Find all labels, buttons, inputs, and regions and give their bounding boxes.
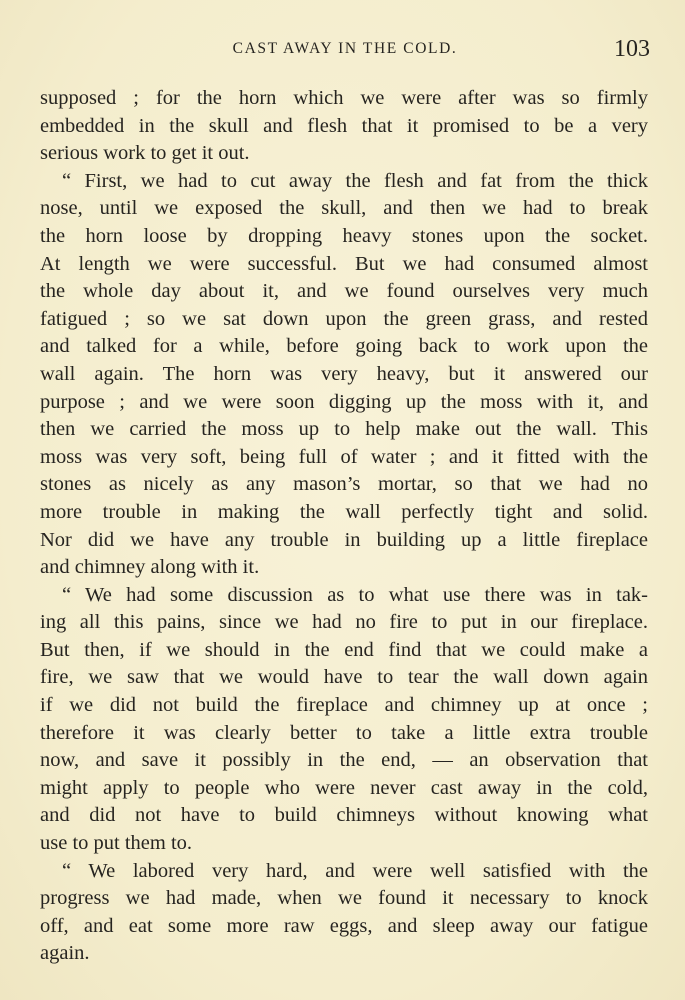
text-line: and chimney along with it. <box>40 556 260 579</box>
text-line: supposed ; for the horn which we were after was so firmly <box>40 87 648 109</box>
text-line: off, and eat some more raw eggs, and sleep away our fatigue <box>40 914 648 937</box>
text-line: Nor did we have any trouble in building up a little fireplace <box>40 528 648 551</box>
text-line: now, and save it possibly in the end, — an observation that <box>40 749 648 772</box>
text-line: purpose ; and we were soon digging up the moss with it, and <box>40 390 648 413</box>
text-line: progress we had made, when we found it necessary to knock <box>40 887 648 910</box>
text-line: fire, we saw that we would have to tear the wall down again <box>40 666 648 689</box>
text-line: “ We had some discussion as to what use there was in tak- <box>62 583 648 606</box>
text-line: and did not have to build chimneys without knowing what <box>40 804 648 827</box>
running-title: CAST AWAY IN THE COLD. <box>232 40 458 57</box>
text-line: use to put them to. <box>40 832 193 855</box>
text-line: might apply to people who were never cast away in the cold, <box>40 776 648 799</box>
text-line: “ First, we had to cut away the flesh and fat from the thick <box>62 169 648 192</box>
text-line: fatigued ; so we sat down upon the green grass, and rested <box>40 307 648 330</box>
text-line: more trouble in making the wall perfectly tight and solid. <box>40 500 648 523</box>
text-line: the horn loose by dropping heavy stones upon the socket. <box>40 224 648 247</box>
page-number: 103 <box>614 36 650 62</box>
text-line: serious work to get it out. <box>40 142 250 165</box>
text-line: stones as nicely as any mason’s mortar, so that we had no <box>40 473 648 496</box>
text-line: if we did not build the fireplace and chimney up at once ; <box>40 694 648 717</box>
text-line: At length we were successful. But we had consumed almost <box>40 252 648 275</box>
text-line: then we carried the moss up to help make out the wall. This <box>40 418 648 441</box>
text-line: and talked for a while, before going back to work upon the <box>40 335 648 358</box>
text-line: embedded in the skull and flesh that it promised to be a very <box>40 114 648 137</box>
text-line: again. <box>40 942 90 965</box>
text-line: moss was very soft, being full of water ; and it fitted with the <box>40 445 648 468</box>
text-line: nose, until we exposed the skull, and then we had to break <box>40 197 648 220</box>
body-text <box>40 85 648 968</box>
text-line: therefore it was clearly better to take a little extra trouble <box>40 721 648 744</box>
running-head <box>40 38 650 64</box>
text-line: ing all this pains, since we had no fire to put in our fireplace. <box>40 611 648 634</box>
text-line: But then, if we should in the end find that we could make a <box>40 638 648 661</box>
text-line: the whole day about it, and we found ourselves very much <box>40 280 648 303</box>
text-line: wall again. The horn was very heavy, but it answered our <box>40 362 648 385</box>
text-line: “ We labored very hard, and were well satisfied with the <box>62 859 648 882</box>
